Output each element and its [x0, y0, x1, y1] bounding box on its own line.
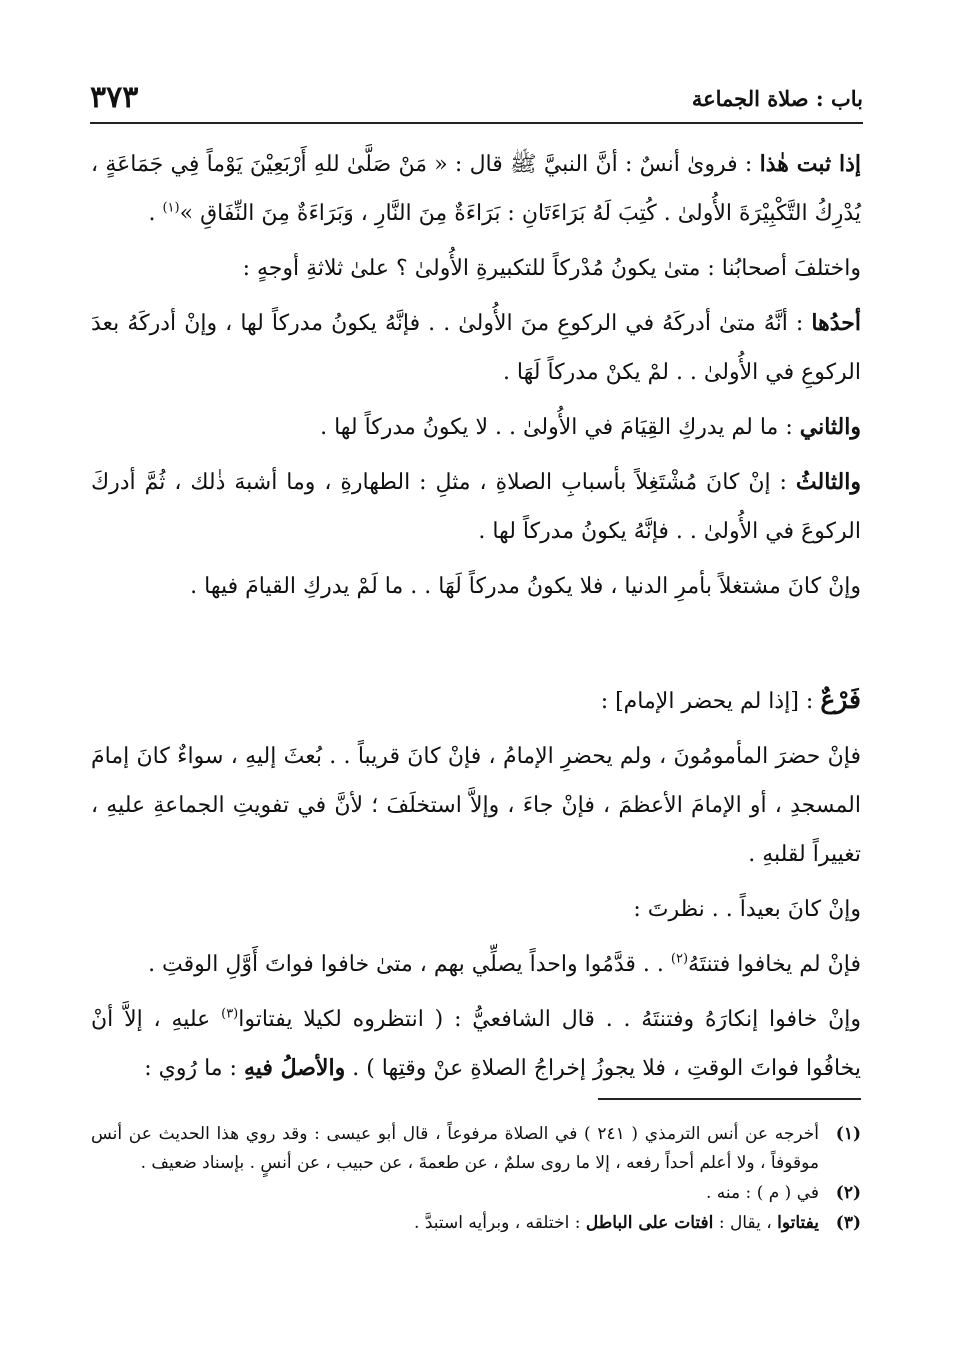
section-spacer — [91, 617, 861, 675]
page-number: ٣٧٣ — [90, 80, 139, 115]
paragraph-lead: إذا ثبت هٰذا — [759, 151, 862, 177]
paragraph-text: : ما لم يدركِ القِيَامَ في الأُولىٰ . . لا يكونُ مدركاً لها . — [320, 415, 793, 440]
footnote-text: أخرجه عن أنس الترمذي ( ٢٤١ ) في الصلاة مرفوعاً ، قال أبو عيسى : وقد روي هذا الحديث عن أنس موقوفاً ، ولا أعلم أحداً رفعه ، إلا ما روى سلمٌ ، عن طعمةَ ، عن حبيب ، عن أنسٍ . بإسناد ضعيف . — [91, 1124, 819, 1173]
footnote-lead: يفتاتوا — [777, 1213, 819, 1233]
footnote-ref-3[interactable]: (٣) — [221, 1006, 239, 1022]
footnote-text-part: ، يقال : — [718, 1213, 772, 1233]
footnote-text — [91, 1209, 819, 1238]
footnote-lead: افتات على الباطل — [585, 1213, 714, 1233]
footnote-number: (١) — [835, 1124, 861, 1144]
branch-heading — [91, 675, 861, 726]
paragraph-3 — [91, 299, 861, 397]
paragraph-lead: والثالثُ — [795, 469, 861, 495]
paragraph-text: فإنْ لم يخافوا فتنتَهُ — [688, 952, 861, 977]
footnote-text: في ( م ) : منه . — [706, 1183, 819, 1203]
paragraph-lead: والأصلُ فيهِ — [243, 1055, 346, 1081]
footnote-number: (٢) — [835, 1183, 861, 1203]
paragraph-8 — [91, 885, 861, 934]
paragraph-lead: والثاني — [799, 414, 861, 440]
paragraph-text: وإنْ كانَ مشتغلاً بأمرِ الدنيا ، فلا يكونُ مدركاً لَهَا . . ما لَمْ يدركِ القيامَ فيها . — [190, 574, 861, 599]
footnote-divider — [598, 1098, 861, 1100]
paragraph-9 — [91, 940, 861, 989]
paragraph-text: : فروىٰ أنسٌ : أنَّ النبيَّ ﷺ قال : « مَنْ صَلَّىٰ للهِ أَرْبَعِيْنَ يَوْماً فِي جَمَاعَةٍ ، يُدْرِكُ التَّكْبِيْرَةَ الأُولىٰ . كُتِبَ لَهُ بَرَاءَتَانِ : بَرَاءَةٌ مِنَ النَّارِ ، وَبَرَاءَةٌ مِنَ النِّفَاقِ » — [91, 152, 861, 226]
paragraph-text: عليهِ ، إلاَّ أنْ يخافُوا فواتَ الوقتِ ، فلا يجوزُ إخراجُ الصلاةِ عنْ وقتِها ) . — [91, 1007, 861, 1081]
paragraph-end: . — [148, 201, 163, 226]
paragraph-text: . . قدَّمُوا واحداً يصلِّي بهم ، متىٰ خافوا فواتَ أَوَّلِ الوقتِ . — [148, 952, 664, 977]
footnote-ref-1[interactable]: (١) — [162, 200, 180, 216]
footnote-3 — [91, 1209, 861, 1238]
paragraph-5 — [91, 458, 861, 556]
paragraph-1 — [91, 140, 861, 238]
paragraph-text: : أنَّهُ متىٰ أدركَهُ في الركوعِ منَ الأُولىٰ . . فإنَّهُ يكونُ مدركاً لها ، وإنْ أدركَهُ بعدَ الركوعِ في الأُولىٰ . . لمْ يكنْ مدركاً لَهَا . — [91, 311, 861, 385]
paragraph-text: : ما رُوي : — [144, 1056, 237, 1081]
footnote-1 — [91, 1120, 861, 1178]
footnote-text-part: : اختلقه ، وبرأيه استبدَّ . — [414, 1213, 581, 1233]
paragraph-text: وإنْ خافوا إنكارَهُ وفتنتَهُ . . قال الشافعيُّ : ( انتظروه لكيلا يفتاتوا — [238, 1007, 861, 1032]
paragraph-text: وإنْ كانَ بعيداً . . نظرتَ : — [633, 897, 861, 922]
branch-heading-text: : [إذا لم يحضر الإمام] : — [600, 689, 814, 714]
paragraph-10 — [91, 995, 861, 1093]
paragraph-text: واختلفَ أصحابُنا : متىٰ يكونُ مُدْركاً للتكبيرةِ الأُولىٰ ؟ علىٰ ثلاثةِ أوجهٍ : — [242, 256, 861, 281]
paragraph-lead: أحدُها — [811, 310, 861, 336]
paragraph-text: فإنْ حضرَ المأمومُونَ ، ولم يحضرِ الإمامُ ، فإنْ كانَ قريباً . . بُعثَ إليهِ ، سواءٌ كانَ إمامَ المسجدِ ، أو الإمامَ الأعظمَ ، فإنْ جاءَ ، وإلاَّ استخلَفَ ؛ لأنَّ في تفويتِ الجماعةِ عليهِ ، تغييراً لقلبهِ . — [91, 744, 861, 867]
footnote-2 — [91, 1179, 861, 1208]
footnote-number: (٣) — [835, 1213, 861, 1233]
footnote-ref-2[interactable]: (٢) — [670, 951, 689, 967]
chapter-title: باب : صلاة الجماعة — [691, 86, 863, 111]
paragraph-4 — [91, 403, 861, 452]
footnotes — [91, 1120, 861, 1239]
paragraph-2 — [91, 244, 861, 293]
paragraph-text: : إنْ كانَ مُشْتَغِلاً بأسبابِ الصلاةِ ، مثلِ : الطهارةِ ، وما أشبهَ ذٰلك ، ثُمَّ أدركَ الركوعَ في الأُولىٰ . . فإنَّهُ يكونُ مدركاً لها . — [91, 470, 861, 544]
paragraph-7 — [91, 732, 861, 879]
running-header — [90, 80, 863, 124]
main-text — [91, 140, 861, 1099]
paragraph-6 — [91, 562, 861, 611]
branch-word: فَرْعٌ — [820, 685, 861, 714]
